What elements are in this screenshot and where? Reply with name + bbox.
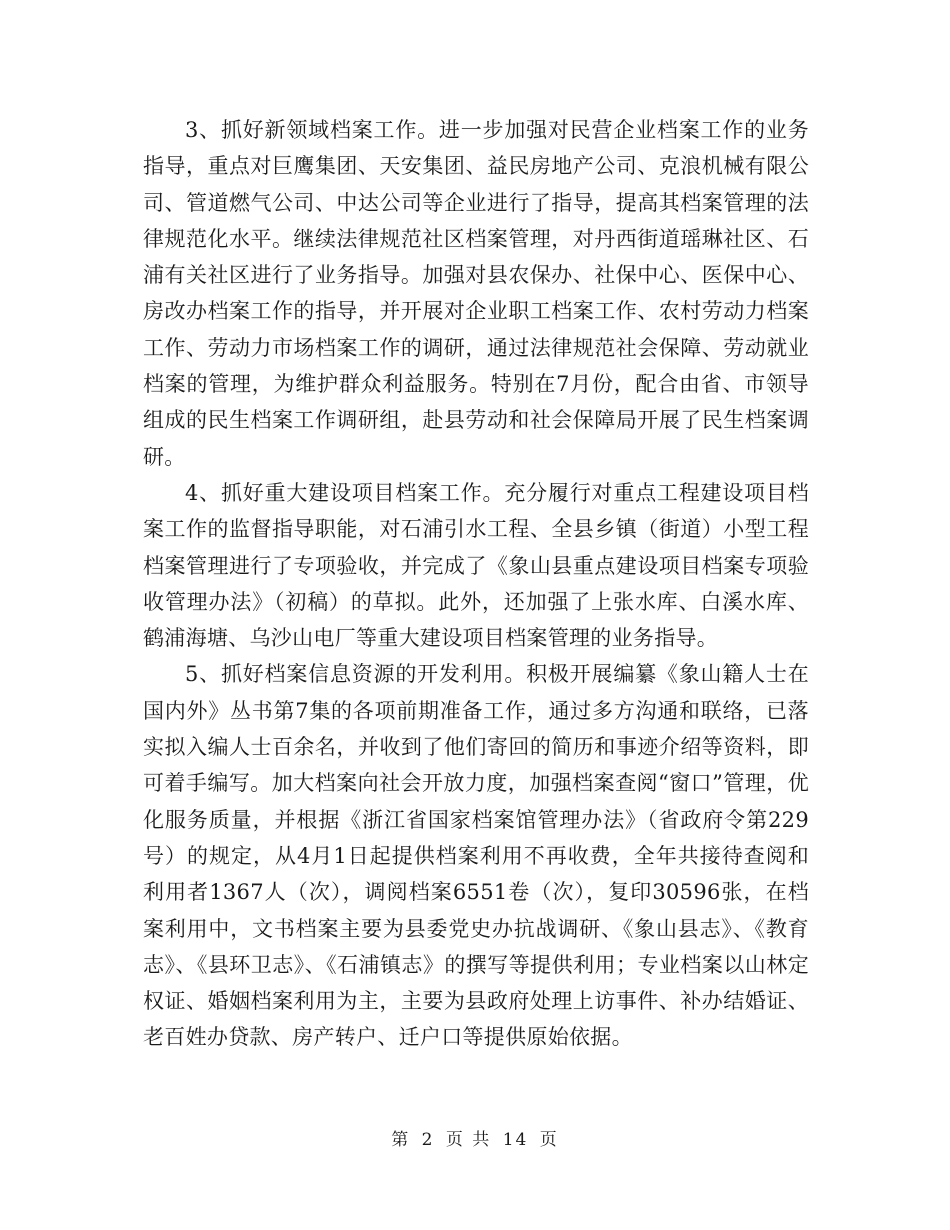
footer-suffix: 页 xyxy=(539,1130,559,1150)
total-page-count: 14 xyxy=(502,1130,529,1150)
footer-middle: 页 共 xyxy=(445,1130,492,1150)
current-page-number: 2 xyxy=(421,1130,435,1150)
document-body xyxy=(143,112,809,1056)
page-footer xyxy=(0,1125,950,1150)
paragraph-item-3: 3、抓好新领域档案工作。进一步加强对民营企业档案工作的业务指导，重点对巨鹰集团、天安集团、益民房地产公司、克浪机械有限公司、管道燃气公司、中达公司等企业进行了指导，提高其档案管理的法律规范化水平。继续法律规范社区档案管理，对丹西街道瑶琳社区、石浦有关社区进行了业务指导。加强对县农保办、社保中心、医保中心、房改办档案工作的指导，并开展对企业职工档案工作、农村劳动力档案工作、劳动力市场档案工作的调研，通过法律规范社会保障、劳动就业档案的管理，为维护群众利益服务。特别在7月份，配合由省、市领导组成的民生档案工作调研组，赴县劳动和社会保障局开展了民生档案调研。 xyxy=(143,118,809,469)
footer-prefix: 第 xyxy=(391,1130,411,1150)
paragraph-item-4: 4、抓好重大建设项目档案工作。充分履行对重点工程建设项目档案工作的监督指导职能，对石浦引水工程、全县乡镇（街道）小型工程档案管理进行了专项验收，并完成了《象山县重点建设项目档案专项验收管理办法》（初稿）的草拟。此外，还加强了上张水库、白溪水库、鹤浦海塘、乌沙山电厂等重大建设项目档案管理的业务指导。 xyxy=(143,480,809,651)
paragraph-item-5: 5、抓好档案信息资源的开发利用。积极开展编纂《象山籍人士在国内外》丛书第7集的各项前期准备工作，通过多方沟通和联络，已落实拟入编人士百余名，并收到了他们寄回的简历和事迹介绍等资料，即可着手编写。加大档案向社会开放力度，加强档案查阅“窗口”管理，优化服务质量，并根据《浙江省国家档案馆管理办法》（省政府令第229号）的规定，从4月1日起提供档案利用不再收费，全年共接待查阅和利用者1367人（次），调阅档案6551卷（次），复印30596张，在档案利用中，文书档案主要为县委党史办抗战调研、《象山县志》、《教育志》、《县环卫志》、《石浦镇志》的撰写等提供利用；专业档案以山林定权证、婚姻档案利用为主，主要为县政府处理上访事件、补办结婚证、老百姓办贷款、房产转户、迁户口等提供原始依据。 xyxy=(143,662,809,1050)
